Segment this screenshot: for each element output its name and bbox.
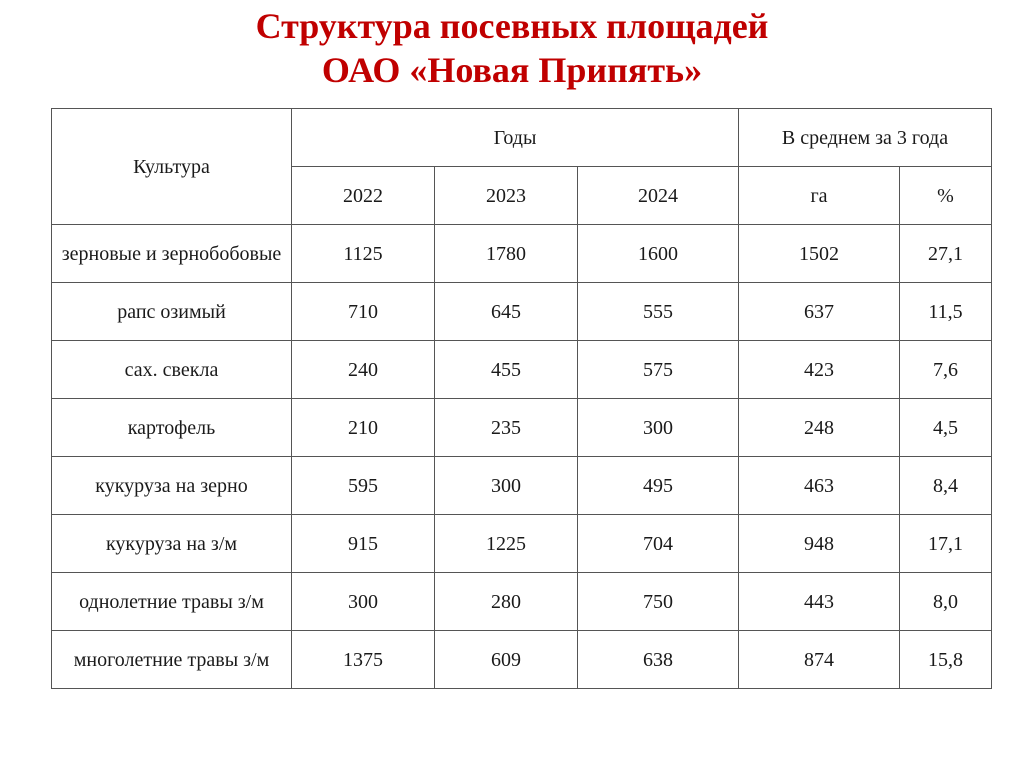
row-value-2023: 455 <box>435 341 578 399</box>
row-culture: кукуруза на з/м <box>52 515 292 573</box>
row-value-2022: 210 <box>292 399 435 457</box>
slide-title <box>0 4 1024 92</box>
table-row <box>52 225 992 283</box>
row-value-2022: 595 <box>292 457 435 515</box>
row-value-2022: 1125 <box>292 225 435 283</box>
row-culture: кукуруза на зерно <box>52 457 292 515</box>
row-avg-percent: 8,4 <box>900 457 992 515</box>
row-avg-ha: 463 <box>739 457 900 515</box>
row-value-2022: 1375 <box>292 631 435 689</box>
row-avg-percent: 7,6 <box>900 341 992 399</box>
row-avg-ha: 1502 <box>739 225 900 283</box>
row-culture: сах. свекла <box>52 341 292 399</box>
row-value-2022: 710 <box>292 283 435 341</box>
header-row-top <box>52 109 992 167</box>
row-value-2023: 300 <box>435 457 578 515</box>
row-value-2022: 300 <box>292 573 435 631</box>
header-year-2024: 2024 <box>578 167 739 225</box>
row-avg-ha: 423 <box>739 341 900 399</box>
table-row <box>52 573 992 631</box>
row-culture: рапс озимый <box>52 283 292 341</box>
row-value-2023: 1780 <box>435 225 578 283</box>
row-avg-percent: 17,1 <box>900 515 992 573</box>
table-row <box>52 631 992 689</box>
title-line-1: Структура посевных площадей <box>255 6 769 46</box>
row-value-2024: 704 <box>578 515 739 573</box>
header-culture: Культура <box>52 109 292 225</box>
title-line-2: ОАО «Новая Припять» <box>321 50 703 90</box>
row-value-2024: 1600 <box>578 225 739 283</box>
row-avg-ha: 637 <box>739 283 900 341</box>
row-avg-percent: 4,5 <box>900 399 992 457</box>
row-avg-ha: 874 <box>739 631 900 689</box>
row-culture: картофель <box>52 399 292 457</box>
row-value-2024: 495 <box>578 457 739 515</box>
row-avg-percent: 8,0 <box>900 573 992 631</box>
row-value-2022: 240 <box>292 341 435 399</box>
row-culture: многолетние травы з/м <box>52 631 292 689</box>
row-avg-percent: 15,8 <box>900 631 992 689</box>
row-value-2023: 235 <box>435 399 578 457</box>
row-value-2023: 1225 <box>435 515 578 573</box>
table-row <box>52 515 992 573</box>
row-value-2023: 609 <box>435 631 578 689</box>
row-avg-ha: 248 <box>739 399 900 457</box>
row-culture: зерновые и зернобобовые <box>52 225 292 283</box>
table-row <box>52 457 992 515</box>
crop-area-table <box>51 108 992 689</box>
header-years: Годы <box>292 109 739 167</box>
header-year-2022: 2022 <box>292 167 435 225</box>
table-row <box>52 283 992 341</box>
table-row <box>52 341 992 399</box>
row-culture: однолетние травы з/м <box>52 573 292 631</box>
row-value-2023: 280 <box>435 573 578 631</box>
row-value-2024: 555 <box>578 283 739 341</box>
table-row <box>52 399 992 457</box>
row-value-2024: 300 <box>578 399 739 457</box>
row-value-2024: 575 <box>578 341 739 399</box>
header-avg-percent: % <box>900 167 992 225</box>
row-value-2023: 645 <box>435 283 578 341</box>
row-value-2024: 638 <box>578 631 739 689</box>
row-avg-ha: 948 <box>739 515 900 573</box>
header-average: В среднем за 3 года <box>739 109 992 167</box>
row-value-2024: 750 <box>578 573 739 631</box>
row-avg-percent: 11,5 <box>900 283 992 341</box>
row-value-2022: 915 <box>292 515 435 573</box>
header-avg-ha: га <box>739 167 900 225</box>
row-avg-ha: 443 <box>739 573 900 631</box>
row-avg-percent: 27,1 <box>900 225 992 283</box>
header-year-2023: 2023 <box>435 167 578 225</box>
